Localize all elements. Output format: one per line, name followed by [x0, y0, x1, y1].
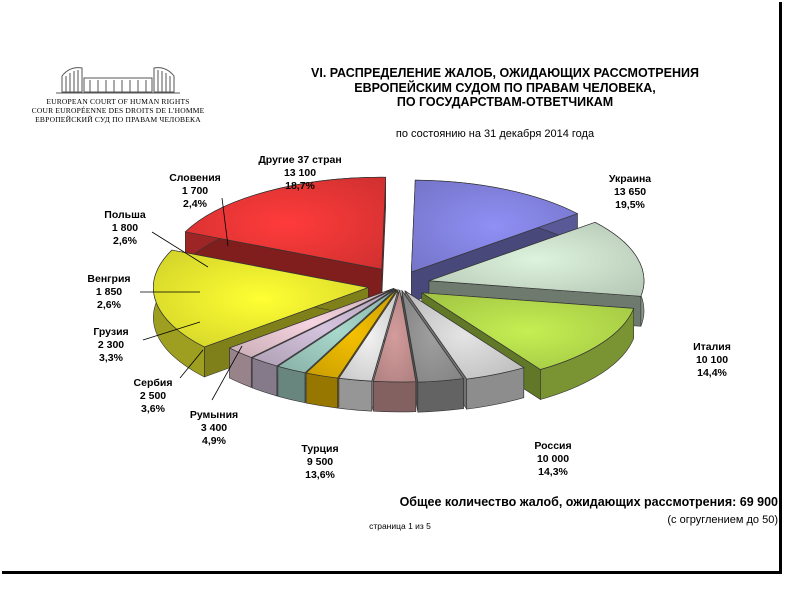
slice-label-name: Россия: [534, 440, 572, 452]
logo-text-en: EUROPEAN COURT OF HUMAN RIGHTS: [46, 97, 190, 106]
slice-label-value: 9 500: [306, 456, 334, 468]
title-line: VI. РАСПРЕДЕЛЕНИЕ ЖАЛОБ, ОЖИДАЮЩИХ РАССМОТРЕНИЯ: [311, 66, 699, 80]
slice-label-percent: 14,3%: [538, 466, 568, 478]
logo-text-fr: COUR EUROPÉENNE DES DROITS DE L'HOMME: [31, 106, 205, 115]
slice-label-percent: 2,6%: [113, 235, 137, 247]
slice-label-percent: 2,4%: [183, 198, 207, 210]
slice-label-name: Польша: [104, 209, 146, 221]
total-complaints: Общее количество жалоб, ожидающих рассмотрения: 69 900: [399, 495, 778, 509]
slice-label-name: Италия: [693, 341, 731, 353]
slice-label-value: 10 100: [695, 354, 729, 366]
page-number: страница 1 из 5: [369, 521, 431, 531]
slice-label-percent: 2,6%: [97, 299, 121, 311]
slice-label-value: 1 700: [181, 185, 209, 197]
slice-label-percent: 14,4%: [697, 367, 727, 379]
slice-label-value: 10 000: [536, 453, 570, 465]
slice-label-name: Турция: [301, 443, 339, 455]
pie-slice-side: [306, 373, 337, 408]
logo-text-ru: ЕВРОПЕЙСКИЙ СУД ПО ПРАВАМ ЧЕЛОВЕКА: [35, 115, 201, 124]
slice-label-name: Украина: [608, 173, 652, 185]
slice-label-value: 3 400: [200, 422, 228, 434]
title-line: ЕВРОПЕЙСКИМ СУДОМ ПО ПРАВАМ ЧЕЛОВЕКА,: [354, 80, 656, 95]
slice-label-name: Венгрия: [87, 273, 131, 285]
slice-label-name: Грузия: [93, 326, 129, 338]
slice-label-percent: 4,9%: [202, 435, 226, 447]
slice-label-value: 13 100: [283, 167, 317, 179]
slice-label-name: Словения: [169, 172, 221, 184]
slice-label-percent: 3,3%: [99, 352, 123, 364]
slice-label-name: Сербия: [133, 377, 173, 389]
slice-label-value: 1 850: [95, 286, 123, 298]
slice-label-name: Румыния: [189, 409, 239, 421]
rounding-note: (с огруглением до 50): [667, 514, 778, 526]
slice-label-percent: 3,6%: [141, 403, 165, 415]
slice-label-percent: 18,7%: [285, 180, 315, 192]
pie-slice-side: [418, 379, 464, 413]
slice-label-value: 13 650: [613, 186, 647, 198]
slice-label-value: 2 500: [139, 390, 167, 402]
pie-slice-side: [373, 381, 415, 412]
slice-label-percent: 13,6%: [305, 469, 335, 481]
slice-label-percent: 19,5%: [615, 199, 645, 211]
title-line: ПО ГОСУДАРСТВАМ-ОТВЕТЧИКАМ: [396, 95, 614, 109]
slice-label-name: Другие 37 стран: [258, 154, 342, 166]
slice-label-value: 1 800: [111, 222, 139, 234]
slice-label-value: 2 300: [97, 339, 125, 351]
pie-slice-side: [339, 378, 372, 411]
chart-subtitle: по состоянию на 31 декабря 2014 года: [395, 128, 595, 140]
